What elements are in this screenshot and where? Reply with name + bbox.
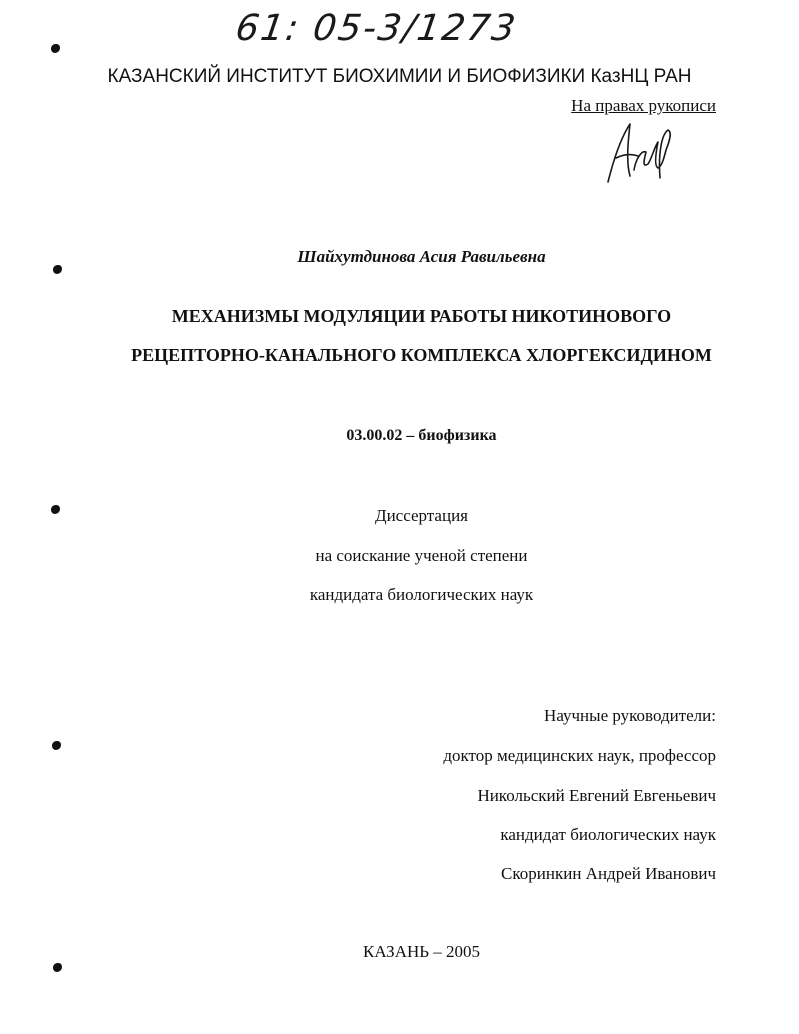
supervisor-2-degree: кандидат биологических наук [500, 825, 716, 844]
degree-line-1: Диссертация [374, 506, 468, 525]
institute-name: КАЗАНСКИЙ ИНСТИТУТ БИОХИМИИ И БИОФИЗИКИ КазНЦ РАН [107, 66, 692, 87]
binding-hole-4 [52, 741, 61, 750]
degree-line-2: на соискание ученой степени [315, 546, 528, 565]
binding-hole-5 [53, 963, 62, 972]
title-line-1: МЕХАНИЗМЫ МОДУЛЯЦИИ РАБОТЫ НИКОТИНОВОГО [171, 306, 672, 326]
signature-icon [600, 118, 680, 190]
supervisor-1-degree: доктор медицинских наук, профессор [443, 746, 716, 765]
binding-hole-1 [51, 44, 60, 53]
title-line-2: РЕЦЕПТОРНО-КАНАЛЬНОГО КОМПЛЕКСА ХЛОРГЕКСИДИНОМ [131, 345, 712, 365]
degree-line-3: кандидата биологических наук [309, 585, 534, 604]
rights-note: На правах рукописи [571, 96, 716, 115]
supervisor-2-name: Скоринкин Андрей Иванович [501, 864, 716, 883]
supervisors-heading: Научные руководители: [544, 706, 716, 725]
supervisor-1-name: Никольский Евгений Евгеньевич [477, 786, 716, 805]
city-year: КАЗАНЬ – 2005 [362, 942, 481, 961]
author-name: Шайхутдинова Асия Равильевна [297, 247, 546, 266]
archive-code: 61: 05-3/1273 [233, 8, 520, 49]
specialty: 03.00.02 – биофизика [346, 427, 497, 444]
